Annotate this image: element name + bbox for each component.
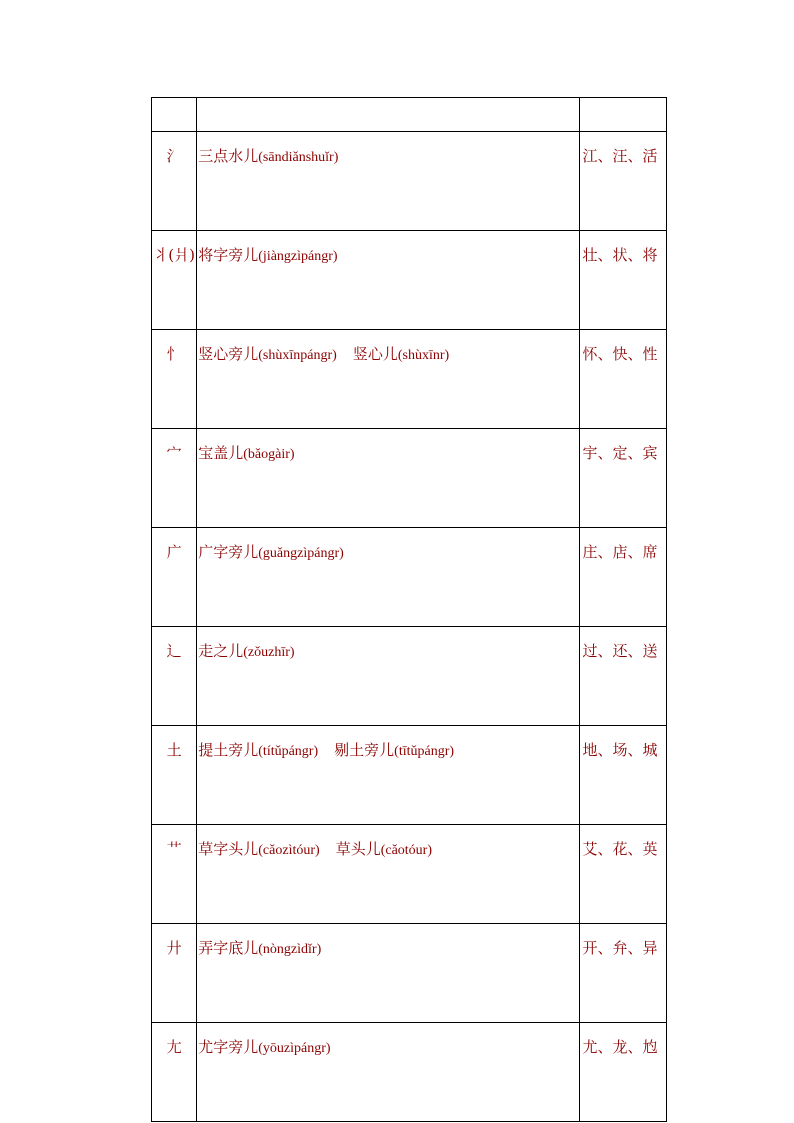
radical-name-pinyin: (nòngzìdǐr) — [258, 942, 322, 957]
radical-cell: 辶 — [152, 627, 197, 726]
radical-name-hanzi: 三点水儿 — [198, 147, 259, 165]
table-row — [152, 528, 667, 627]
table-row — [152, 231, 667, 330]
radical-name-cell — [197, 330, 580, 429]
example-characters-cell: 庄、店、席 — [580, 528, 667, 627]
example-characters-cell: 江、汪、活 — [580, 132, 667, 231]
radical-name-hanzi: 竖心旁儿 — [198, 345, 259, 363]
table-row — [152, 924, 667, 1023]
radical-name-pinyin: (shùxīnr) — [397, 348, 450, 363]
example-characters-cell: 宇、定、宾 — [580, 429, 667, 528]
radical-name-pinyin: (sāndiǎnshuǐr) — [258, 150, 339, 165]
radical-name-hanzi: 尤字旁儿 — [198, 1038, 259, 1056]
radical-name-pinyin: (cǎotóur) — [380, 843, 433, 858]
radical-cell: 尢 — [152, 1023, 197, 1122]
radical-name-cell — [197, 1023, 580, 1122]
table-row — [152, 726, 667, 825]
radical-name-cell — [197, 429, 580, 528]
header-cell-radical — [152, 98, 197, 132]
radical-name-pinyin: (cǎozìtóur) — [258, 843, 320, 858]
radical-cell: 廾 — [152, 924, 197, 1023]
example-characters-cell: 怀、快、性 — [580, 330, 667, 429]
example-characters-cell: 地、场、城 — [580, 726, 667, 825]
radical-cell: 土 — [152, 726, 197, 825]
radical-name-hanzi: 宝盖儿 — [198, 444, 244, 462]
radical-cell: 氵 — [152, 132, 197, 231]
table-body — [152, 98, 667, 1122]
radical-name-hanzi: 走之儿 — [198, 642, 244, 660]
header-row — [152, 98, 667, 132]
table-row — [152, 330, 667, 429]
table-row — [152, 1023, 667, 1122]
radical-name-hanzi: 剔土旁儿 — [334, 741, 395, 759]
radical-name-cell — [197, 231, 580, 330]
radical-name-hanzi: 竖心儿 — [352, 345, 398, 363]
radical-name-pinyin: (títǔpángr) — [258, 744, 319, 759]
radical-name-hanzi: 广字旁儿 — [198, 543, 259, 561]
radical-cell: 宀 — [152, 429, 197, 528]
table-row — [152, 627, 667, 726]
radical-cell: 艹 — [152, 825, 197, 924]
example-characters-cell: 壮、状、将 — [580, 231, 667, 330]
table-row — [152, 429, 667, 528]
example-characters-cell: 尤、龙、尥 — [580, 1023, 667, 1122]
header-cell-name — [197, 98, 580, 132]
radical-name-pinyin: (bǎogàir) — [243, 447, 295, 462]
radical-cell: 忄 — [152, 330, 197, 429]
radical-name-cell — [197, 627, 580, 726]
radical-name-pinyin: (tītǔpángr) — [394, 744, 455, 759]
table-row — [152, 132, 667, 231]
radical-name-cell — [197, 132, 580, 231]
radical-name-cell — [197, 528, 580, 627]
example-characters-cell: 过、还、送 — [580, 627, 667, 726]
radical-name-pinyin: (zǒuzhīr) — [243, 645, 295, 660]
radical-name-hanzi: 草头儿 — [335, 840, 381, 858]
radical-name-cell — [197, 726, 580, 825]
example-characters-cell: 艾、花、英 — [580, 825, 667, 924]
radical-name-hanzi: 将字旁儿 — [198, 246, 259, 264]
radical-cell: 丬(爿) — [152, 231, 197, 330]
radical-name-cell — [197, 825, 580, 924]
radical-name-cell — [197, 924, 580, 1023]
radical-name-pinyin: (guǎngzìpángr) — [258, 546, 344, 561]
radical-cell: 广 — [152, 528, 197, 627]
radical-name-pinyin: (yōuzìpángr) — [258, 1041, 331, 1056]
radical-table — [151, 97, 667, 1122]
radical-name-pinyin: (shùxīnpángr) — [258, 348, 337, 363]
table-row — [152, 825, 667, 924]
example-characters-cell: 开、弁、异 — [580, 924, 667, 1023]
radical-name-pinyin: (jiàngzìpángr) — [258, 249, 338, 264]
radical-name-hanzi: 提土旁儿 — [198, 741, 259, 759]
header-cell-examples — [580, 98, 667, 132]
radical-name-hanzi: 草字头儿 — [198, 840, 259, 858]
radical-name-hanzi: 弄字底儿 — [198, 939, 259, 957]
